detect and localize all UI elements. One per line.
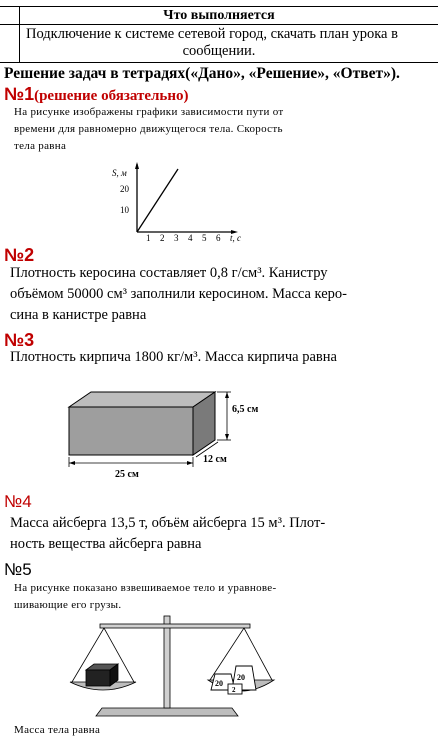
dim-arrow [187, 461, 193, 465]
graph-y-arrow [135, 162, 139, 169]
task1-text [14, 104, 284, 155]
graph-y-tick: 10 [120, 205, 129, 215]
weighed-body [86, 670, 110, 686]
table-body-row [0, 24, 438, 63]
balance-scale-figure [60, 612, 280, 720]
task5-number: №5 [4, 560, 32, 579]
brick-front-face [69, 407, 193, 455]
task2-line: объёмом 50000 см³ заполнили керосином. Масса керо- [10, 286, 347, 302]
brick-top-face [69, 392, 215, 407]
task5-line: На рисунке показано взвешиваемое тело и уравнове- [14, 582, 277, 594]
graph-x-tick: 6 [216, 233, 221, 243]
task1-line: На рисунке изображены графики зависимости пути от [14, 106, 284, 118]
dim-height-label: 6,5 см [232, 404, 259, 415]
graph-x-tick: 5 [202, 233, 207, 243]
task3-text: Плотность кирпича 1800 кг/м³. Масса кирпича равна [10, 349, 337, 365]
task1-line: времени для равномерно движущегося тела. Скорость [14, 123, 283, 135]
task1-note: (решение обязательно) [34, 88, 189, 104]
task4-number: №4 [4, 492, 32, 511]
task1-number: №1 [4, 84, 35, 104]
dim-arrow [225, 434, 229, 440]
column-title: Что выполняется [163, 8, 275, 23]
graph-x-tick: 4 [188, 233, 193, 243]
intro-instruction: Решение задач в тетрадях(«Дано», «Решение», «Ответ»). [4, 65, 400, 82]
task2-number: №2 [4, 245, 35, 265]
scale-base [96, 708, 238, 716]
dim-width-label: 12 см [203, 454, 227, 465]
weight-label: 20 [237, 673, 245, 682]
task4-line: ность вещества айсберга равна [10, 536, 202, 552]
dim-length-label: 25 см [115, 469, 139, 480]
row-text-line1: Подключение к системе сетевой город, скачать план урока в [26, 26, 398, 42]
task1-graph [110, 160, 260, 245]
task4-text [10, 513, 325, 555]
graph-y-label: S, м [112, 168, 127, 178]
table-header-row [0, 6, 438, 25]
graph-x-tick: 1 [146, 233, 151, 243]
task2-line: сина в канистре равна [10, 307, 147, 323]
task1-heading [4, 84, 188, 105]
graph-x-label: t, с [230, 233, 241, 243]
task5-text [14, 580, 276, 614]
task2-line: Плотность керосина составляет 0,8 г/см³. Канистру [10, 265, 328, 281]
graph-y-tick: 20 [120, 184, 129, 194]
graph-x-tick: 3 [174, 233, 179, 243]
task1-line: тела равна [14, 140, 67, 152]
row-text-line2: сообщении. [182, 43, 256, 59]
scale-stand [164, 616, 170, 708]
weight-label: 20 [215, 679, 223, 688]
task2-text [10, 263, 347, 326]
task5-line: шивающие его грузы. [14, 599, 122, 611]
scale-beam [100, 624, 250, 628]
dim-arrow [69, 461, 75, 465]
dim-arrow [225, 392, 229, 398]
task3-number: №3 [4, 330, 35, 350]
graph-x-tick: 2 [160, 233, 165, 243]
brick-figure [55, 385, 259, 480]
graph-line [137, 169, 178, 232]
task5-footer: Масса тела равна [14, 724, 101, 736]
task4-line: Масса айсберга 13,5 т, объём айсберга 15 м³. Плот- [10, 515, 326, 531]
weight-label: 2 [232, 686, 236, 694]
